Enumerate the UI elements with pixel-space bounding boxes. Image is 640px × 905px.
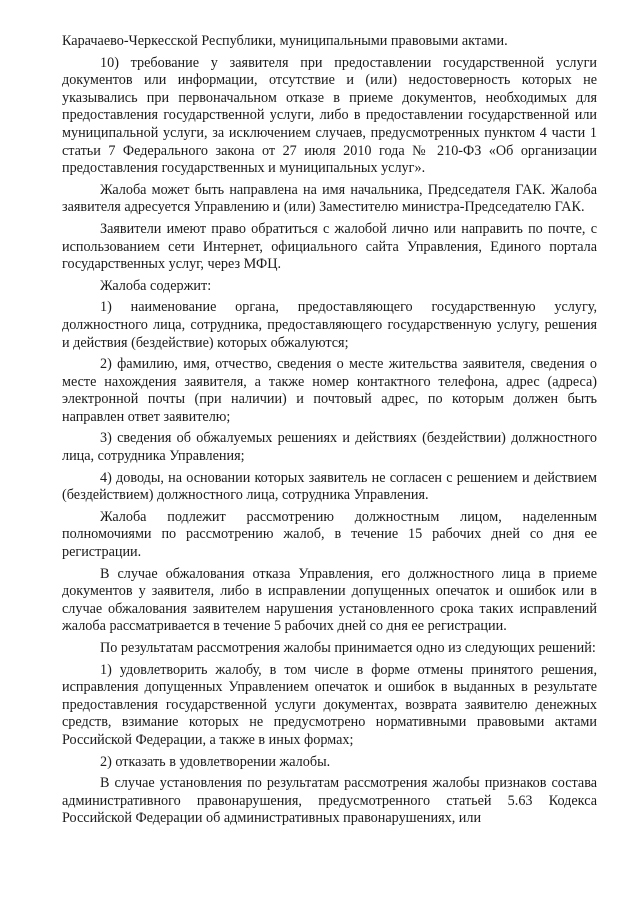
paragraph-complaint-contents-heading: Жалоба содержит: [100, 277, 212, 294]
paragraph-decisions-heading: По результатам рассмотрения жалобы принимается одно из следующих решений: [100, 640, 596, 656]
decision-item-2: 2) отказать в удовлетворении жалобы. [100, 753, 331, 770]
paragraph-administrative-offense: В случае установления по результатам рассмотрения жалобы признаков состава административного правонарушения, предусмотренного статьей 5.63 Кодекса Российской Федерации об административных правонарушениях, или [62, 775, 597, 827]
paragraph-complaint-methods: Заявители имеют право обратиться с жалобой лично или направить по почте, с использованием сети Интернет, официального сайта Управления, Единого портала государственных услуг, через МФЦ. [62, 220, 597, 273]
paragraph-item-10: 10) требование у заявителя при предоставлении государственной услуги документов или информации, отсутствие и (или) недостоверность которых не указывались при первоначальном отказе в приеме документов, необходимых для предоставления государственной услуги, либо в предоставлении государственной или муниципальной услуги, за исключением случаев, предусмотренных пунктом 4 части 1 статьи 7 Федерального закона от 27 июля 2010 года № 210-ФЗ «Об организации предоставления государственных и муниципальных услуг». [62, 54, 597, 177]
list-item-3: 3) сведения об обжалуемых решениях и действиях (бездействии) должностного лица, сотрудника Управления; [62, 430, 597, 465]
list-item-4: 4) доводы, на основании которых заявитель не согласен с решением и действием (бездействием) должностного лица, сотрудника Управления. [62, 469, 597, 504]
paragraph-complaint-address: Жалоба может быть направлена на имя начальника, Председателя ГАК. Жалоба заявителя адресуется Управлению и (или) Заместителю министра-Председателю ГАК. [62, 181, 597, 216]
paragraph-review-term: Жалоба подлежит рассмотрению должностным лицом, наделенным полномочиями по рассмотрению жалоб, в течение 15 рабочих дней со дня ее регистрации. [62, 508, 597, 561]
paragraph-continuation: Карачаево-Черкесской Республики, муниципальными правовыми актами. [62, 33, 508, 49]
document-body [62, 33, 597, 832]
list-item-2: 2) фамилию, имя, отчество, сведения о месте жительства заявителя, сведения о месте нахождения заявителя, а также номер контактного телефона, адрес (адреса) электронной почты (при наличии) и почтовый адрес, по которым должен быть направлен ответ заявителю; [62, 356, 597, 425]
decision-item-1: 1) удовлетворить жалобу, в том числе в форме отмены принятого решения, исправления допущенных Управлением опечаток и ошибок в выданных в результате предоставления государственной услуги документах, возврата заявителю денежных средств, взимание которых не предусмотрено нормативными правовыми актами Российской Федерации, а также в иных формах; [62, 661, 597, 748]
list-item-1: 1) наименование органа, предоставляющего государственную услугу, должностного лица, сотрудника, предоставляющего государственную услугу, решения и действия (бездействие) которых обжалуются; [62, 299, 597, 351]
paragraph-refusal-appeal: В случае обжалования отказа Управления, его должностного лица в приеме документов у заявителя, либо в исправлении допущенных опечаток и ошибок или в случае обжалования заявителем нарушения установленного срока таких исправлений жалоба рассматривается в течение 5 рабочих дней со дня ее регистрации. [62, 565, 597, 635]
